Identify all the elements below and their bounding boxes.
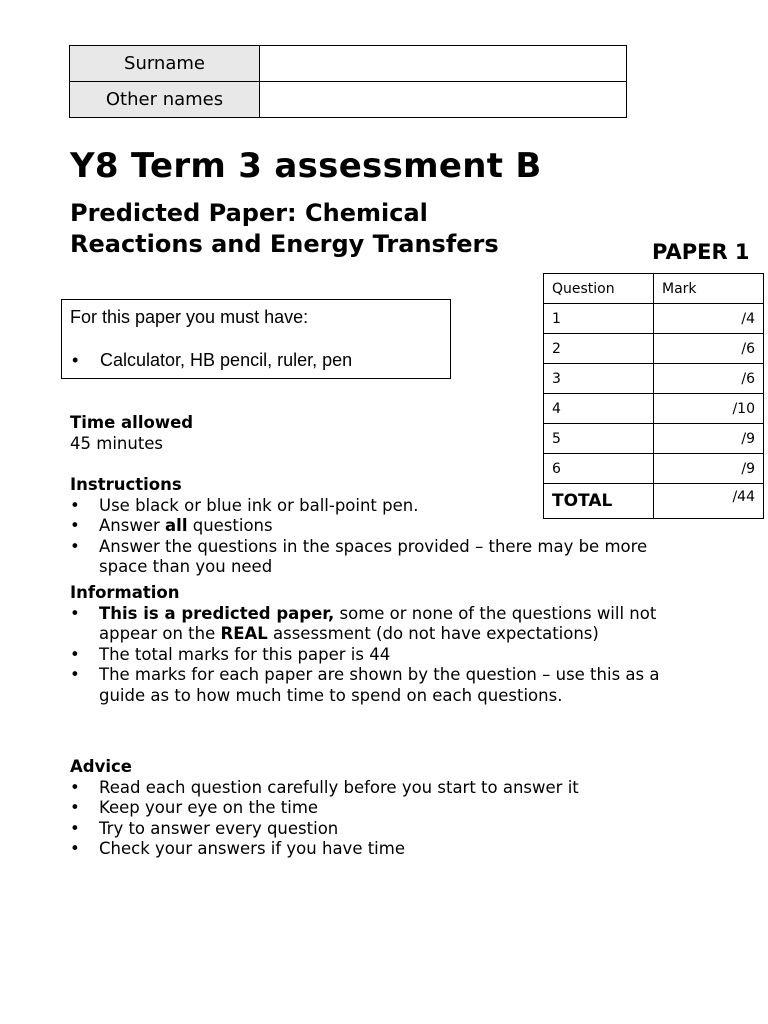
- list-item: [70, 645, 660, 666]
- question-number: 5: [544, 424, 654, 454]
- paper-label: PAPER 1: [652, 240, 750, 264]
- information-bold-1: This is a predicted paper,: [99, 603, 335, 623]
- total-label: TOTAL: [544, 484, 654, 519]
- header-question: Question: [544, 274, 654, 304]
- time-section: [70, 413, 193, 454]
- other-names-row: [70, 82, 627, 118]
- instructions-section: [70, 475, 670, 578]
- information-heading: Information: [70, 583, 180, 602]
- equipment-text: Calculator, HB pencil, ruler, pen: [100, 350, 353, 370]
- bullet: •: [70, 798, 80, 817]
- bullet: •: [70, 644, 80, 664]
- time-heading: Time allowed: [70, 413, 194, 432]
- instruction-text: Answer the questions in the spaces provided – there may be more space than you need: [99, 536, 648, 576]
- bullet: •: [70, 665, 80, 684]
- total-mark: /44: [654, 484, 764, 519]
- list-item: [70, 496, 670, 517]
- question-mark: /9: [654, 424, 764, 454]
- list-item: [70, 798, 690, 819]
- advice-list: [70, 778, 690, 860]
- bullet: •: [70, 516, 80, 535]
- question-number: 3: [544, 364, 654, 394]
- information-text-mid: some or none of the questions will not appear on the: [99, 603, 657, 643]
- bullet: •: [70, 839, 80, 858]
- question-mark: /9: [654, 454, 764, 484]
- surname-field[interactable]: [260, 46, 627, 82]
- question-number: 2: [544, 334, 654, 364]
- page-title: Y8 Term 3 assessment B: [70, 146, 542, 186]
- list-item: [70, 516, 670, 537]
- list-item: [70, 665, 660, 706]
- equipment-box: [61, 299, 451, 379]
- question-number: 4: [544, 394, 654, 424]
- information-text: The total marks for this paper is 44: [99, 644, 391, 664]
- instruction-text: Use black or blue ink or ball-point pen.: [99, 495, 419, 515]
- equipment-item: [72, 350, 352, 371]
- other-names-label: Other names: [70, 82, 260, 118]
- list-item: [70, 604, 660, 645]
- time-value: 45 minutes: [70, 433, 164, 453]
- surname-label: Surname: [70, 46, 260, 82]
- information-text-post: assessment (do not have expectations): [267, 624, 599, 643]
- bullet: •: [70, 603, 80, 623]
- instructions-list: [70, 496, 670, 578]
- table-row: [544, 424, 764, 454]
- table-row: [544, 334, 764, 364]
- header-mark: Mark: [654, 274, 764, 304]
- instruction-text-pre: Answer: [99, 516, 166, 535]
- table-row: [544, 394, 764, 424]
- other-names-field[interactable]: [260, 82, 627, 118]
- information-list: [70, 604, 660, 707]
- surname-row: [70, 46, 627, 82]
- candidate-name-table: [69, 45, 627, 118]
- list-item: [70, 537, 670, 578]
- advice-section: [70, 757, 690, 860]
- table-row: [544, 364, 764, 394]
- subtitle-line-2: Reactions and Energy Transfers: [70, 230, 499, 258]
- bullet: •: [70, 777, 80, 797]
- instruction-text-post: questions: [187, 516, 273, 535]
- advice-text: Check your answers if you have time: [99, 839, 405, 858]
- advice-text: Try to answer every question: [99, 818, 339, 838]
- list-item: [70, 819, 690, 840]
- bullet: •: [70, 818, 80, 838]
- information-section: [70, 583, 660, 706]
- question-number: 1: [544, 304, 654, 334]
- information-bold-2: REAL: [220, 624, 268, 643]
- advice-text: Read each question carefully before you start to answer it: [99, 777, 579, 797]
- bullet: •: [70, 536, 80, 556]
- question-mark: /4: [654, 304, 764, 334]
- page-subtitle: [70, 198, 499, 260]
- advice-heading: Advice: [70, 757, 132, 776]
- information-text: The marks for each paper are shown by the question – use this as a guide as to how much time to spend on each questions.: [99, 665, 660, 705]
- list-item: [70, 839, 690, 860]
- marks-table-header: [544, 274, 764, 304]
- advice-text: Keep your eye on the time: [99, 798, 319, 817]
- instructions-heading: Instructions: [70, 475, 182, 494]
- bullet: •: [70, 495, 80, 515]
- list-item: [70, 778, 690, 799]
- question-mark: /10: [654, 394, 764, 424]
- question-number: 6: [544, 454, 654, 484]
- equipment-title: For this paper you must have:: [70, 307, 309, 327]
- subtitle-line-1: Predicted Paper: Chemical: [70, 199, 428, 227]
- question-mark: /6: [654, 364, 764, 394]
- table-row: [544, 304, 764, 334]
- question-mark: /6: [654, 334, 764, 364]
- bullet: •: [72, 350, 79, 370]
- instruction-text-bold: all: [165, 516, 188, 535]
